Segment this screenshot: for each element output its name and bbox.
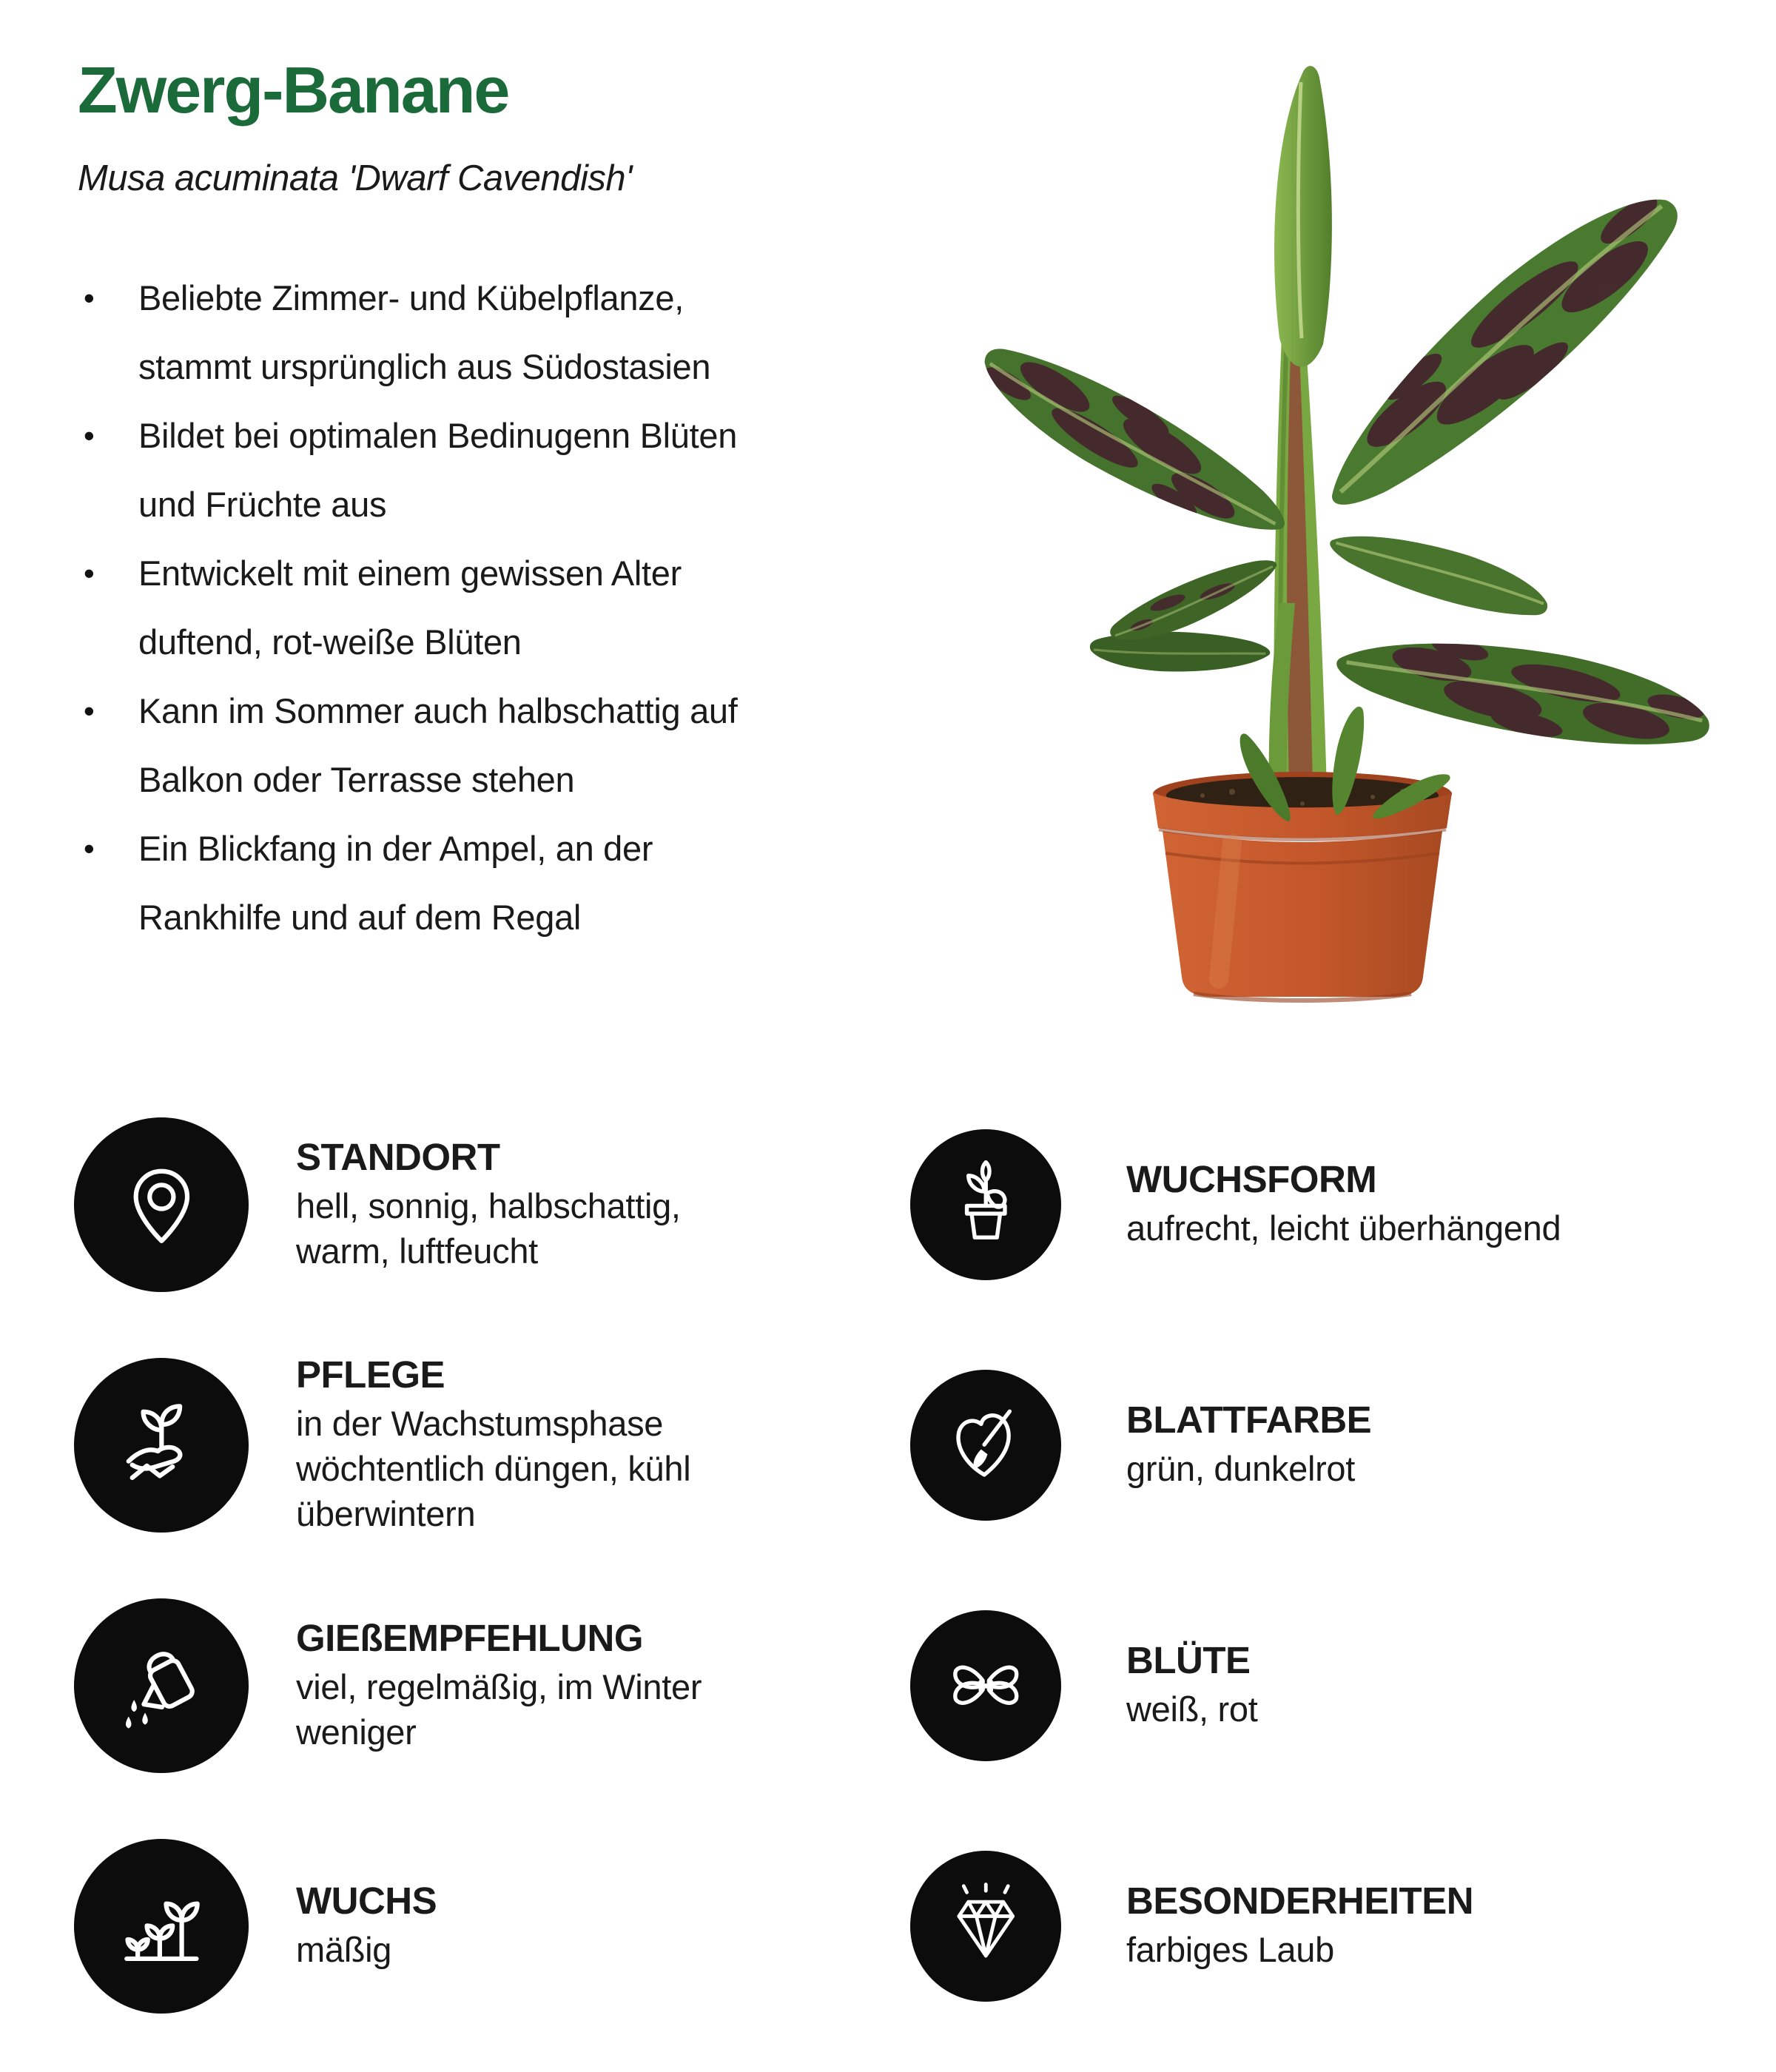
leaf-upper-left [967, 318, 1297, 571]
feature-description: mäßig [296, 1930, 392, 1969]
plant-photo [921, 18, 1776, 1025]
hand-seedling-icon [74, 1358, 249, 1533]
leaf-mid-right-small [1325, 509, 1555, 636]
growth-stages-glyph [107, 1871, 217, 1981]
feature-title: BLÜTE [1126, 1639, 1251, 1681]
feature-description: farbiges Laub [1126, 1930, 1334, 1969]
botanical-name: Musa acuminata 'Dwarf Cavendish' [78, 158, 632, 198]
hand-seedling-glyph [107, 1390, 217, 1500]
leaf-central-rolled [1274, 66, 1332, 367]
feature-title: STANDORT [296, 1135, 500, 1178]
watering-can-icon [74, 1598, 249, 1773]
feature-title: WUCHS [296, 1880, 437, 1922]
diamond-glyph [938, 1878, 1034, 1974]
feature-description: hell, sonnig, halbschattig, warm, luftfeucht [296, 1185, 681, 1271]
bullet-item: • Beliebte Zimmer- und Kübelpflanze, stammt ursprünglich aus Südostasien [138, 263, 921, 401]
feature-wuchsform [910, 1084, 1776, 1325]
location-pin-glyph [107, 1149, 217, 1259]
feature-description: weiß, rot [1126, 1689, 1258, 1729]
care-info-grid [74, 1084, 1776, 2046]
bullet-item: • Kann im Sommer auch halbschattig auf Balkon oder Terrasse stehen [138, 676, 921, 814]
feature-standort [74, 1084, 910, 1325]
leaf-paintbrush-icon [910, 1370, 1061, 1521]
feature-description: viel, regelmäßig, im Winter weniger [296, 1666, 702, 1752]
watering-can-glyph [107, 1630, 217, 1740]
feature-blattfarbe [910, 1325, 1776, 1565]
potted-plant-glyph [938, 1157, 1034, 1252]
leaf-mid-right [1331, 605, 1718, 775]
feature-title: WUCHSFORM [1126, 1158, 1377, 1200]
bullet-item: • Bildet bei optimalen Bedinugenn Blüten und Früchte aus [138, 401, 921, 539]
feature-title: GIEßEMPFEHLUNG [296, 1616, 644, 1659]
leaf-upper-right [1291, 169, 1709, 528]
feature-giessempfehlung [74, 1565, 910, 1806]
leaf-paintbrush-glyph [938, 1397, 1034, 1493]
feature-title: PFLEGE [296, 1353, 445, 1396]
flower-icon [910, 1610, 1061, 1761]
diamond-icon [910, 1851, 1061, 2002]
location-pin-icon [74, 1117, 249, 1292]
page-title: Zwerg-Banane [78, 53, 509, 127]
bullet-item: • Entwickelt mit einem gewissen Alter duftend, rot-weiße Blüten [138, 539, 921, 676]
feature-title: BLATTFARBE [1126, 1399, 1372, 1441]
feature-wuchs [74, 1806, 910, 2046]
feature-bluete [910, 1565, 1776, 1806]
feature-besonderheiten [910, 1806, 1776, 2046]
growth-stages-icon [74, 1839, 249, 2014]
bullet-item: • Ein Blickfang in der Ampel, an der Rankhilfe und auf dem Regal [138, 814, 921, 952]
feature-description: aufrecht, leicht überhängend [1126, 1208, 1561, 1248]
feature-description: grün, dunkelrot [1126, 1449, 1356, 1488]
potted-plant-icon [910, 1129, 1061, 1280]
feature-bullet-list [78, 263, 921, 952]
plant-illustration-svg [921, 18, 1776, 1025]
intro-section [78, 53, 921, 952]
feature-pflege [74, 1325, 910, 1565]
feature-description: in der Wachstumsphase wöchtentlich düngen, kühl überwintern [296, 1404, 691, 1533]
feature-title: BESONDERHEITEN [1126, 1880, 1474, 1922]
flower-glyph [938, 1638, 1034, 1733]
